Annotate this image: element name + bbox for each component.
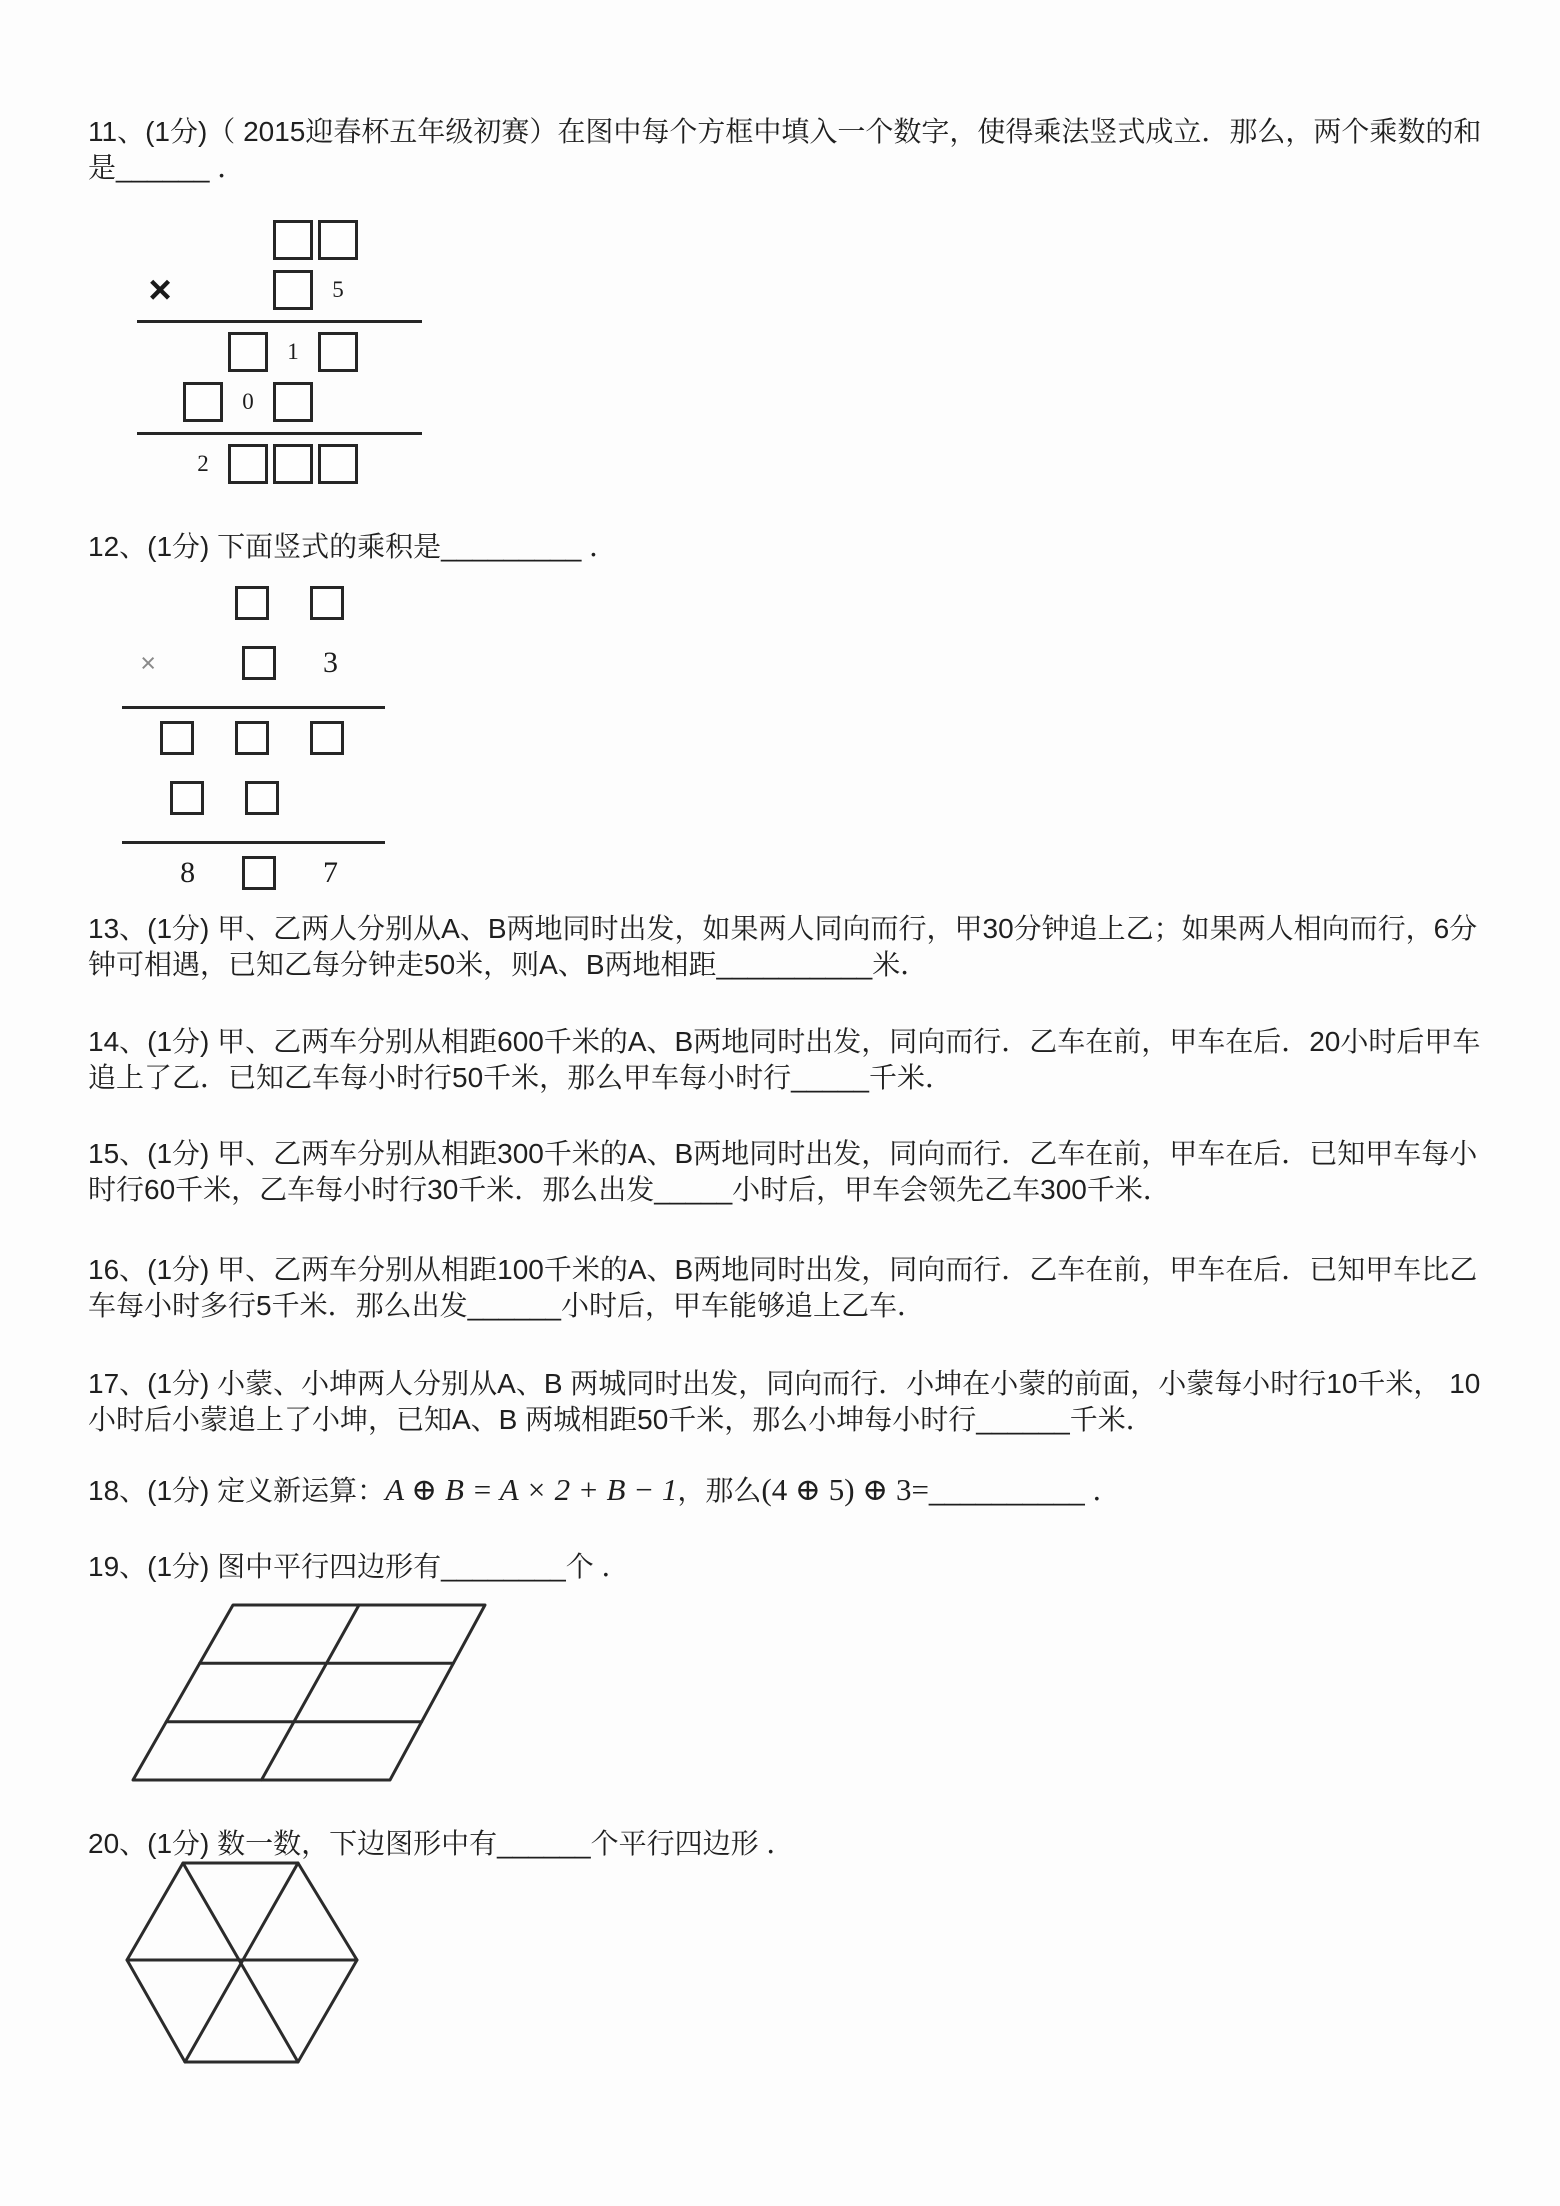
problem-16-text: 16、(1分) 甲、乙两车分别从相距100千米的A、B两地同时出发，同向而行．乙车在前，甲车在后．已知甲车比乙车每小时多行5千米．那么出发______小时后，甲车能够追上乙车． — [88, 1254, 1478, 1321]
problem-15-text: 15、(1分) 甲、乙两车分别从相距300千米的A、B两地同时出发，同向而行．乙车在前，甲车在后．已知甲车每小时行60千米，乙车每小时行30千米．那么出发_____小时后，甲车会领先乙车300千米． — [88, 1138, 1478, 1205]
digit-cell: 7 — [323, 856, 339, 889]
box-cell — [235, 586, 269, 620]
answer-box — [170, 781, 204, 815]
box-cell — [228, 444, 268, 484]
mult-row — [122, 646, 385, 680]
empty-cell — [320, 781, 344, 815]
answer-box — [242, 856, 276, 890]
mult-row — [137, 220, 422, 260]
digit-cell: 5 — [332, 277, 344, 302]
answer-box — [235, 721, 269, 755]
problem-11-text: 11、(1分)（ 2015迎春杯五年级初赛）在图中每个方框中填入一个数字，使得乘法竖式成立．那么，两个乘数的和是______ ． — [88, 116, 1482, 183]
multiply-sign: × — [148, 268, 172, 312]
multiply-sign: × — [140, 647, 156, 678]
box-cell — [235, 721, 269, 755]
digit-cell: 2 — [197, 451, 209, 476]
answer-box — [318, 220, 358, 260]
answer-box — [235, 586, 269, 620]
digit-cell: 1 — [287, 339, 299, 364]
rule-line — [122, 706, 385, 709]
problem-18-blank: __________ — [928, 1475, 1085, 1506]
box-cell — [160, 721, 194, 755]
answer-box — [273, 444, 313, 484]
answer-box — [318, 444, 358, 484]
problem-18-expression: (4 ⊕ 5) ⊕ 3= — [761, 1472, 929, 1507]
empty-cell — [183, 220, 223, 260]
answer-box — [273, 220, 313, 260]
empty-cell — [183, 270, 223, 310]
mult-row — [122, 586, 385, 620]
multiplication-diagram-problem-12 — [122, 586, 385, 916]
box-cell — [310, 586, 344, 620]
box-cell — [245, 781, 279, 815]
box-cell — [183, 382, 223, 422]
mult-row — [122, 856, 385, 890]
rule-line — [122, 841, 385, 844]
rule-line — [137, 320, 422, 323]
answer-box — [273, 270, 313, 310]
answer-box — [228, 444, 268, 484]
answer-box — [242, 646, 276, 680]
digit-cell: 8 — [180, 856, 196, 889]
answer-box — [310, 586, 344, 620]
digit-cell: 3 — [323, 646, 339, 679]
rule-line — [137, 432, 422, 435]
box-cell — [170, 781, 204, 815]
empty-cell — [183, 332, 223, 372]
answer-box — [228, 332, 268, 372]
box-cell — [310, 721, 344, 755]
mult-row — [122, 781, 385, 815]
answer-box — [160, 721, 194, 755]
answer-box — [310, 721, 344, 755]
box-cell — [242, 646, 276, 680]
problem-13-text: 13、(1分) 甲、乙两人分别从A、B两地同时出发，如果两人同向而行，甲30分钟追上乙；如果两人相向而行，6分钟可相遇，已知乙每分钟走50米，则A、B两地相距__________米． — [88, 913, 1478, 980]
problem-20-text: 20、(1分) 数一数，下边图形中有______个平行四边形 ． — [88, 1828, 795, 1859]
empty-cell — [170, 586, 194, 620]
empty-cell — [174, 646, 201, 680]
box-cell — [318, 220, 358, 260]
box-cell — [318, 332, 358, 372]
problem-14-text: 14、(1分) 甲、乙两车分别从相距600千米的A、B两地同时出发，同向而行．乙车在前，甲车在后．20小时后甲车追上了乙．已知乙车每小时行50千米，那么甲车每小时行_____千米． — [88, 1026, 1481, 1093]
problem-19-text: 19、(1分) 图中平行四边形有________个 ． — [88, 1551, 630, 1582]
problem-17-text: 17、(1分) 小蒙、小坤两人分别从A、B 两城同时出发，同向而行．小坤在小蒙的前面，小蒙每小时行10千米， 10小时后小蒙追上了小坤，已知A、B 两城相距50千米，那么小坤每小时行______千米． — [88, 1368, 1481, 1435]
box-cell — [273, 220, 313, 260]
empty-cell — [318, 382, 358, 422]
mult-row — [137, 382, 422, 422]
box-cell — [273, 382, 313, 422]
problem-18-suffix: ． — [1084, 1475, 1121, 1506]
hexagon-figure — [115, 1850, 375, 2080]
box-cell — [228, 332, 268, 372]
answer-box — [273, 382, 313, 422]
box-cell — [273, 270, 313, 310]
mult-row — [137, 270, 422, 310]
empty-cell — [228, 220, 268, 260]
answer-box — [318, 332, 358, 372]
empty-cell — [228, 270, 268, 310]
box-cell — [273, 444, 313, 484]
parallelogram-grid-figure — [120, 1595, 500, 1795]
box-cell — [242, 856, 276, 890]
mult-row — [137, 332, 422, 372]
box-cell — [318, 444, 358, 484]
mult-row — [137, 444, 422, 484]
answer-box — [245, 781, 279, 815]
problem-18-prefix: 18、(1分) 定义新运算： — [88, 1475, 386, 1506]
problem-18-middle: ，那么 — [677, 1475, 762, 1506]
mult-row — [122, 721, 385, 755]
answer-box — [183, 382, 223, 422]
problem-18-text — [88, 1472, 1496, 1509]
problem-18-formula: A ⊕ B = A × 2 + B − 1 — [385, 1472, 678, 1507]
digit-cell: 0 — [242, 389, 254, 414]
multiplication-diagram-problem-11 — [137, 220, 422, 494]
problem-12-text: 12、(1分) 下面竖式的乘积是_________ ． — [88, 531, 618, 562]
